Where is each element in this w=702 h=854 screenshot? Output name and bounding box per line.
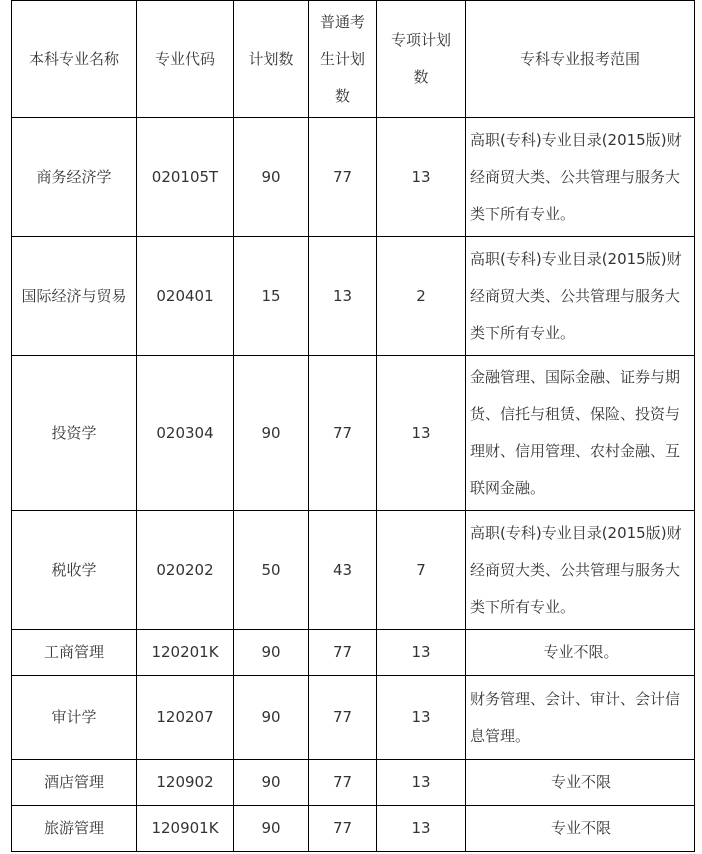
special-plan: 13	[377, 630, 466, 676]
special-plan: 7	[377, 511, 466, 630]
major-code: 020202	[137, 511, 234, 630]
major-code: 020401	[137, 237, 234, 356]
general-plan: 77	[309, 760, 377, 806]
header-row	[12, 1, 695, 118]
scope: 高职(专科)专业目录(2015版)财经商贸大类、公共管理与服务大类下所有专业。	[466, 511, 695, 630]
scope: 专业不限。	[466, 630, 695, 676]
special-plan: 13	[377, 806, 466, 852]
table-row	[12, 676, 695, 760]
plan-count: 90	[234, 760, 309, 806]
scope: 高职(专科)专业目录(2015版)财经商贸大类、公共管理与服务大类下所有专业。	[466, 237, 695, 356]
header-major-name: 本科专业名称	[12, 1, 137, 118]
general-plan: 77	[309, 356, 377, 511]
general-plan: 77	[309, 806, 377, 852]
header-special-plan: 专项计划数	[377, 1, 466, 118]
plan-count: 90	[234, 676, 309, 760]
scope: 专业不限	[466, 760, 695, 806]
header-scope: 专科专业报考范围	[466, 1, 695, 118]
table-row	[12, 511, 695, 630]
header-general-plan: 普通考生计划数	[309, 1, 377, 118]
major-name: 旅游管理	[12, 806, 137, 852]
scope: 专业不限	[466, 806, 695, 852]
header-major-code: 专业代码	[137, 1, 234, 118]
general-plan: 13	[309, 237, 377, 356]
major-code: 020105T	[137, 118, 234, 237]
major-name: 国际经济与贸易	[12, 237, 137, 356]
table-row	[12, 806, 695, 852]
special-plan: 13	[377, 118, 466, 237]
major-name: 酒店管理	[12, 760, 137, 806]
major-name: 商务经济学	[12, 118, 137, 237]
plan-count: 90	[234, 630, 309, 676]
special-plan: 13	[377, 356, 466, 511]
major-name: 投资学	[12, 356, 137, 511]
major-name: 税收学	[12, 511, 137, 630]
general-plan: 77	[309, 676, 377, 760]
table-row	[12, 356, 695, 511]
header-plan-count: 计划数	[234, 1, 309, 118]
scope: 金融管理、国际金融、证券与期货、信托与租赁、保险、投资与理财、信用管理、农村金融、互联网金融。	[466, 356, 695, 511]
table-row	[12, 237, 695, 356]
general-plan: 77	[309, 630, 377, 676]
scope: 财务管理、会计、审计、会计信息管理。	[466, 676, 695, 760]
enrollment-plan-table	[11, 0, 695, 852]
major-code: 120201K	[137, 630, 234, 676]
table-row	[12, 118, 695, 237]
plan-count: 50	[234, 511, 309, 630]
table-row	[12, 630, 695, 676]
major-name: 审计学	[12, 676, 137, 760]
major-code: 120207	[137, 676, 234, 760]
table-row	[12, 760, 695, 806]
special-plan: 13	[377, 676, 466, 760]
major-code: 120901K	[137, 806, 234, 852]
plan-count: 15	[234, 237, 309, 356]
major-code: 120902	[137, 760, 234, 806]
plan-count: 90	[234, 806, 309, 852]
special-plan: 2	[377, 237, 466, 356]
scope: 高职(专科)专业目录(2015版)财经商贸大类、公共管理与服务大类下所有专业。	[466, 118, 695, 237]
major-code: 020304	[137, 356, 234, 511]
plan-count: 90	[234, 118, 309, 237]
general-plan: 77	[309, 118, 377, 237]
major-name: 工商管理	[12, 630, 137, 676]
plan-count: 90	[234, 356, 309, 511]
special-plan: 13	[377, 760, 466, 806]
general-plan: 43	[309, 511, 377, 630]
